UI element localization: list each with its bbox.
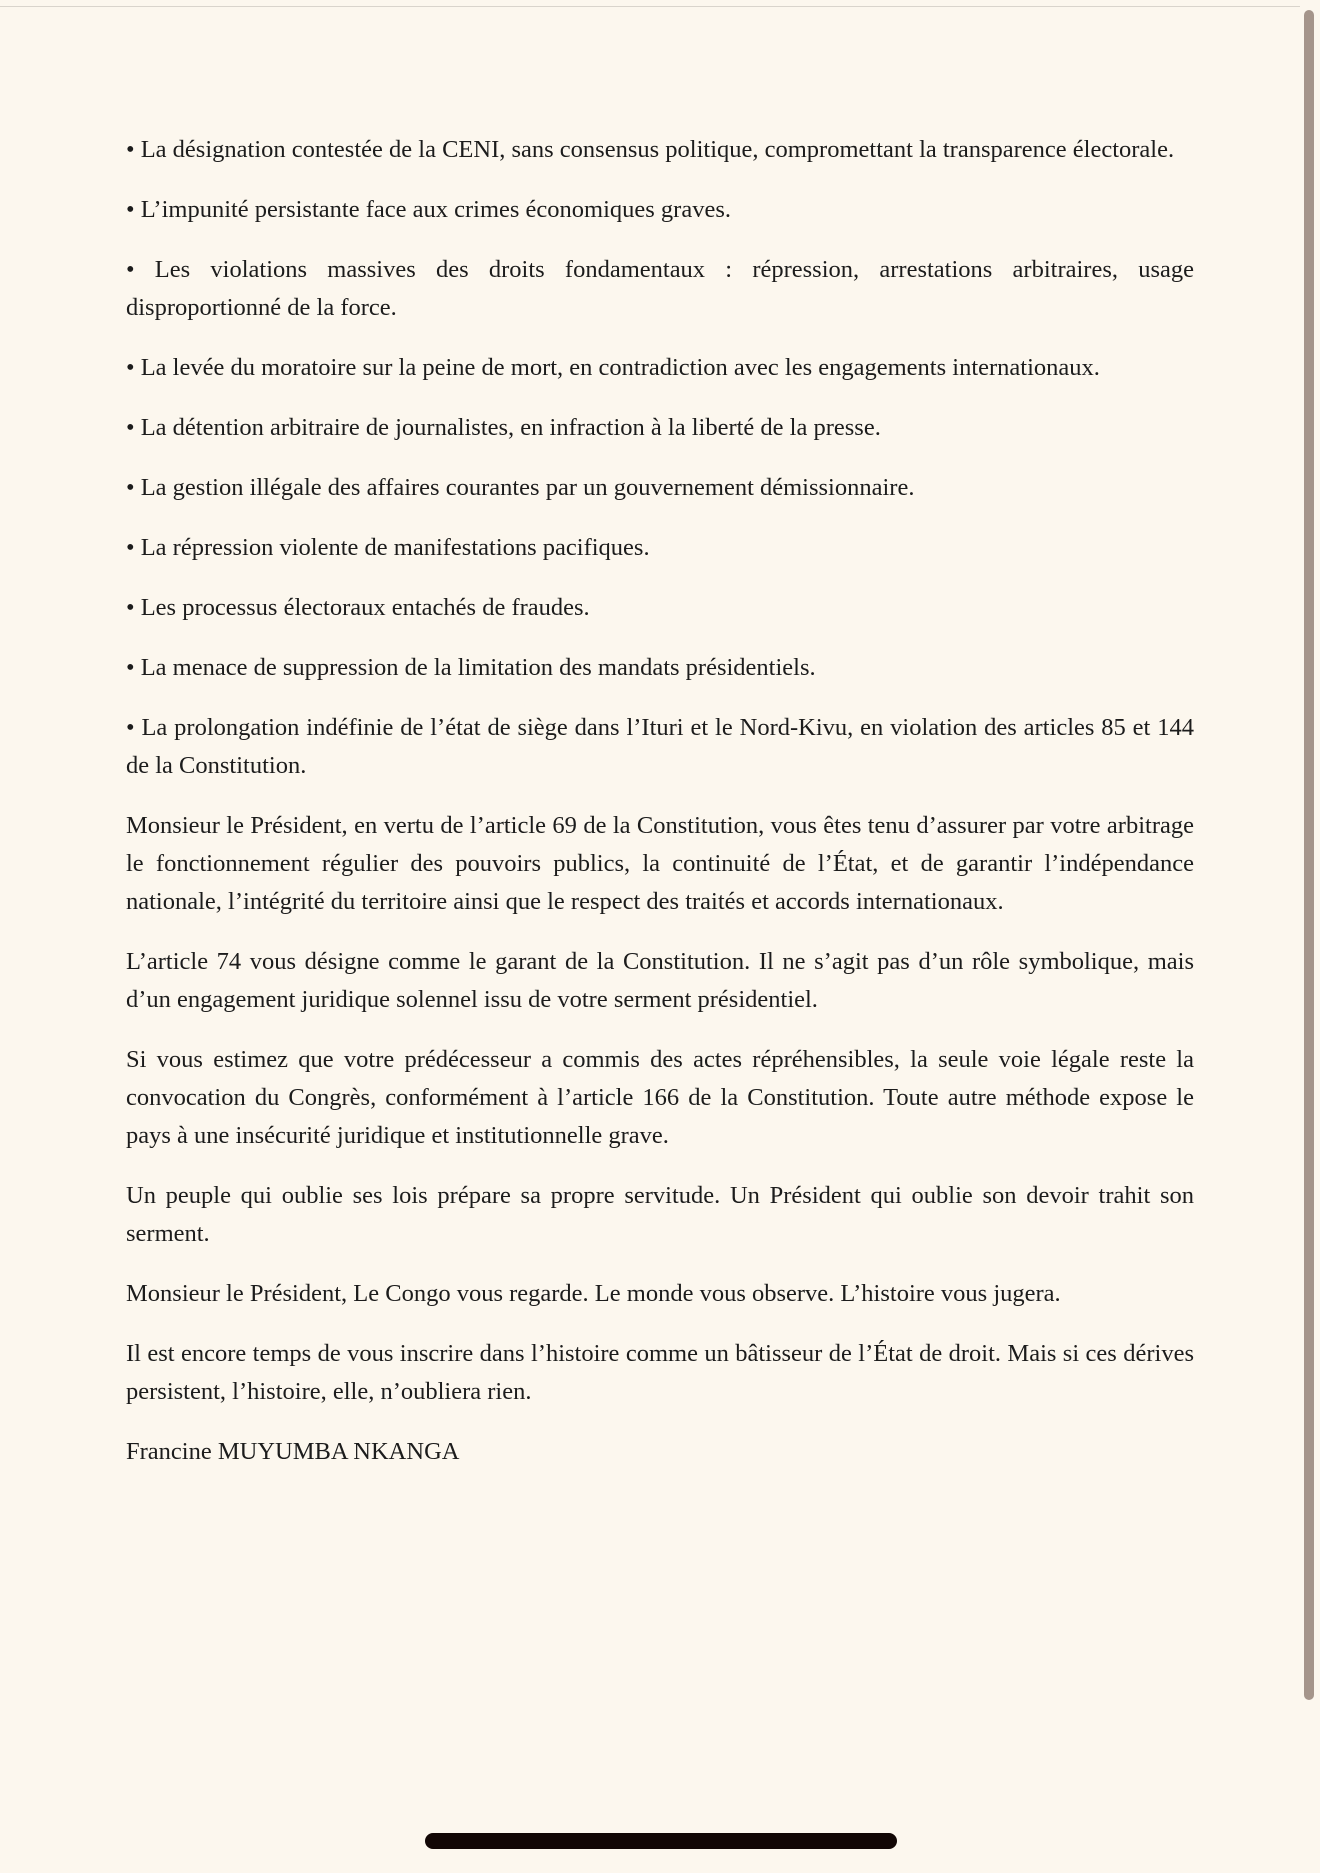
document-body: [126, 131, 1194, 1493]
paragraph: Monsieur le Président, Le Congo vous regarde. Le monde vous observe. L’histoire vous jugera.: [126, 1280, 1061, 1307]
bullet-item: • La gestion illégale des affaires courantes par un gouvernement démissionnaire.: [126, 474, 915, 501]
paragraph: Il est encore temps de vous inscrire dans l’histoire comme un bâtisseur de l’État de droit. Mais si ces dérives persistent, l’histoire, elle, n’oubliera rien.: [126, 1340, 1194, 1405]
scrollbar-thumb[interactable]: [1304, 10, 1314, 1700]
paragraph: Un peuple qui oublie ses lois prépare sa propre servitude. Un Président qui oublie son devoir trahit son serment.: [126, 1182, 1194, 1247]
signature: Francine MUYUMBA NKANGA: [126, 1438, 460, 1465]
bullet-item: • La prolongation indéfinie de l’état de siège dans l’Ituri et le Nord-Kivu, en violation des articles 85 et 144 de la Constitution.: [126, 714, 1194, 779]
bullet-item: • La levée du moratoire sur la peine de mort, en contradiction avec les engagements internationaux.: [126, 354, 1100, 381]
paragraph: Si vous estimez que votre prédécesseur a commis des actes répréhensibles, la seule voie légale reste la convocation du Congrès, conformément à l’article 166 de la Constitution. Toute autre méthode expose le pays à une insécurité juridique et institutionnelle grave.: [126, 1046, 1194, 1149]
bullet-item: • La menace de suppression de la limitation des mandats présidentiels.: [126, 654, 816, 681]
bullet-item: • La détention arbitraire de journalistes, en infraction à la liberté de la presse.: [126, 414, 881, 441]
bullet-item: • La répression violente de manifestations pacifiques.: [126, 534, 650, 561]
paragraph: L’article 74 vous désigne comme le garant de la Constitution. Il ne s’agit pas d’un rôle symbolique, mais d’un engagement juridique solennel issu de votre serment présidentiel.: [126, 948, 1194, 1013]
home-indicator[interactable]: [425, 1833, 897, 1849]
bullet-item: • Les processus électoraux entachés de fraudes.: [126, 594, 590, 621]
bullet-item: • Les violations massives des droits fondamentaux : répression, arrestations arbitraires, usage disproportionné de la force.: [126, 256, 1194, 321]
top-divider: [0, 6, 1300, 7]
bullet-item: • L’impunité persistante face aux crimes économiques graves.: [126, 196, 731, 223]
paragraph: Monsieur le Président, en vertu de l’article 69 de la Constitution, vous êtes tenu d’assurer par votre arbitrage le fonctionnement régulier des pouvoirs publics, la continuité de l’État, et de garantir l’indépendance nationale, l’intégrité du territoire ainsi que le respect des traités et accords internationaux.: [126, 812, 1194, 915]
bullet-item: • La désignation contestée de la CENI, sans consensus politique, compromettant la transparence électorale.: [126, 136, 1175, 163]
vertical-scrollbar[interactable]: [1304, 10, 1314, 1700]
